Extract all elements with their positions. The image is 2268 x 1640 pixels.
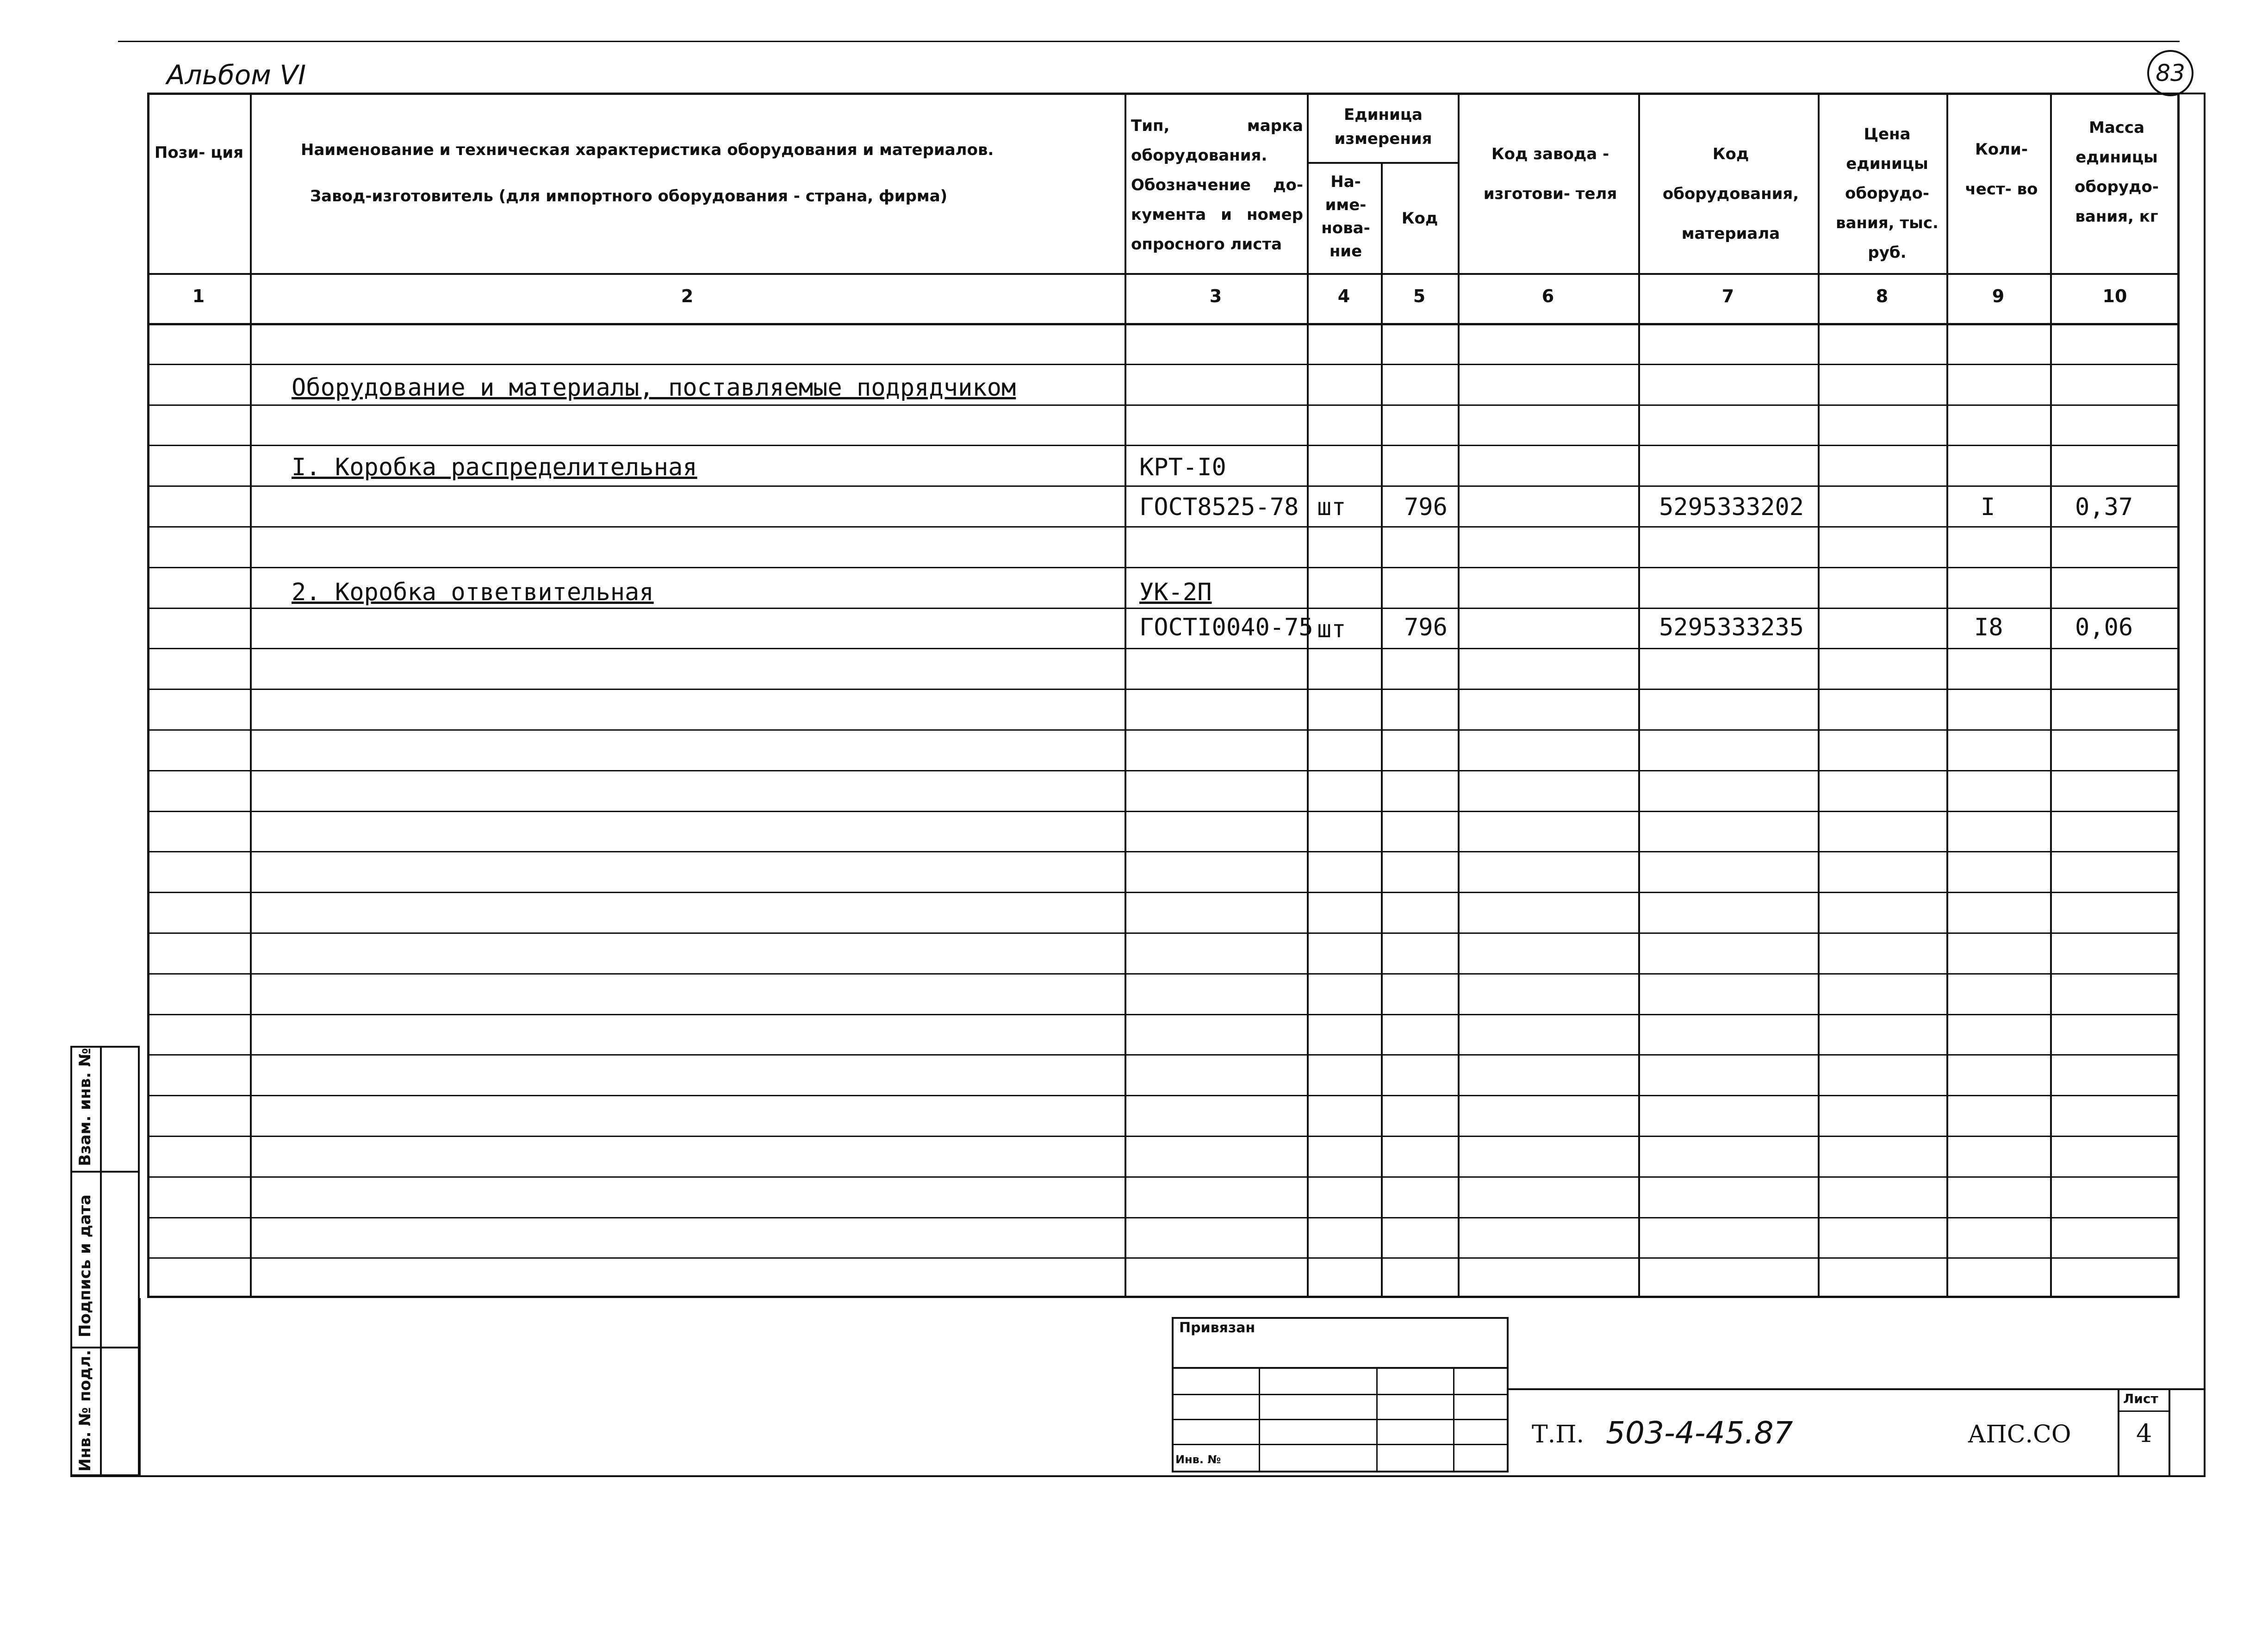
project-code-prefix: Т.П. (1532, 1421, 1584, 1448)
side-stamp-replace-inv: Взам. инв. № (76, 1048, 94, 1166)
header-unit-name: На- име- нова- ние (1321, 173, 1370, 261)
item-1-equipment-code: 5295333202 (1659, 493, 1804, 521)
colnum-6: 6 (1541, 286, 1554, 306)
album-label: Альбом VI (167, 59, 306, 91)
bottom-left-line (139, 1298, 141, 1476)
colnum-7: 7 (1721, 286, 1734, 306)
attached-col-2 (1376, 1367, 1378, 1472)
colnum-4: 4 (1337, 286, 1350, 306)
row-line-3 (147, 445, 2180, 446)
item-1-quantity: I (1981, 493, 1995, 521)
row-line-20 (147, 1136, 2180, 1137)
colnum-8: 8 (1876, 286, 1889, 306)
side-stamp-line-1 (70, 1171, 140, 1173)
colnum-3: 3 (1209, 286, 1222, 306)
header-equipment-code: Код оборудования, материала (1662, 145, 1799, 243)
top-edge-line (118, 41, 2180, 42)
colnum-10: 10 (2102, 286, 2127, 306)
row-line-12 (147, 811, 2180, 812)
header-type: Тип, марка оборудования. Обозначение до- кумента и номер опросного листа (1131, 117, 1303, 254)
bottom-edge-line (70, 1475, 2206, 1477)
row-line-2 (147, 404, 2180, 406)
attached-inv-no: Инв. № (1175, 1453, 1221, 1466)
item-2-unit: шт (1317, 615, 1346, 643)
unit-group-line (1307, 162, 1458, 164)
header-unit-code: Код (1401, 209, 1438, 228)
sheet-number: 4 (2136, 1419, 2152, 1448)
row-line-7 (147, 608, 2180, 609)
header-top-line (147, 93, 2206, 94)
row-line-11 (147, 770, 2180, 771)
row-line-10 (147, 729, 2180, 731)
header-bottom-line (147, 273, 2180, 275)
header-quantity: Коли- чест- во (1965, 140, 2038, 199)
row-line-4 (147, 485, 2180, 487)
item-2-mass: 0,06 (2075, 614, 2133, 641)
item-2-type: УК-2П (1139, 578, 1212, 606)
row-line-5 (147, 526, 2180, 528)
attached-line-4 (1172, 1444, 1509, 1445)
row-line-8 (147, 648, 2180, 649)
colnum-5: 5 (1413, 286, 1426, 306)
colnum-bottom-line (147, 323, 2180, 325)
row-line-18 (147, 1054, 2180, 1056)
header-name-line2: Завод-изготовитель (для импортного оборудования - страна, фирма) (310, 187, 948, 205)
attached-label: Привязан (1179, 1320, 1255, 1336)
row-line-9 (147, 689, 2180, 690)
sheet-box-mid (2118, 1410, 2169, 1412)
row-line-16 (147, 973, 2180, 975)
item-1-type: КРТ-I0 (1139, 453, 1226, 481)
header-price: Цена единицы оборудо- вания, тыс. руб. (1836, 125, 1939, 262)
title-block-top-line (1509, 1388, 2204, 1390)
header-unit-group: Единица измерения (1334, 106, 1432, 148)
row-line-22 (147, 1217, 2180, 1218)
sheet-code: АПС.СО (1968, 1421, 2071, 1448)
row-line-6 (147, 567, 2180, 568)
attached-line-2 (1172, 1394, 1509, 1395)
item-2-doc: ГОСТI0040-75 (1139, 614, 1313, 641)
page-badge (2147, 50, 2193, 96)
side-stamp-line-2 (70, 1347, 140, 1348)
item-2-name: 2. Коробка ответвительная (292, 578, 654, 606)
row-line-21 (147, 1176, 2180, 1178)
page-badge-number: 83 (2156, 60, 2185, 87)
colnum-1: 1 (192, 286, 205, 306)
attached-col-3 (1453, 1367, 1454, 1472)
sheet-box-right (2169, 1388, 2170, 1475)
side-stamp-divider (100, 1046, 102, 1476)
row-line-15 (147, 932, 2180, 934)
row-line-1 (147, 364, 2180, 365)
section-title: Оборудование и материалы, поставляемые подрядчиком (292, 374, 1016, 402)
header-position: Пози- ция (154, 143, 244, 162)
item-1-unit-code: 796 (1404, 493, 1448, 521)
colnum-9: 9 (1992, 286, 2005, 306)
side-stamp-inv-orig: Инв. № подл. (76, 1349, 94, 1472)
header-factory-code: Код завода - изготови- теля (1483, 145, 1617, 203)
header-name-line1: Наименование и техническая характеристика оборудования и материалов. (301, 141, 994, 159)
right-outer-line (2204, 93, 2206, 1476)
row-line-14 (147, 892, 2180, 893)
sheet-box-left (2118, 1388, 2119, 1475)
attached-line-1 (1172, 1367, 1509, 1369)
item-1-name: I. Коробка распределительная (292, 453, 697, 481)
sheet-label: Лист (2123, 1391, 2158, 1406)
item-2-equipment-code: 5295333235 (1659, 614, 1804, 641)
row-line-23 (147, 1257, 2180, 1259)
item-1-doc: ГОСТ8525-78 (1139, 493, 1299, 521)
item-2-unit-code: 796 (1404, 614, 1448, 641)
header-mass: Масса единицы оборудо- вания, кг (2075, 118, 2159, 226)
side-stamp-sign-date: Подпись и дата (76, 1194, 94, 1337)
item-1-mass: 0,37 (2075, 493, 2133, 521)
item-2-quantity: I8 (1974, 614, 2003, 641)
colnum-2: 2 (681, 286, 694, 306)
attached-line-3 (1172, 1419, 1509, 1420)
attached-col-1 (1259, 1367, 1260, 1472)
item-1-unit: шт (1317, 493, 1346, 521)
row-line-17 (147, 1014, 2180, 1015)
row-line-13 (147, 851, 2180, 852)
row-line-19 (147, 1095, 2180, 1096)
project-code: 503-4-45.87 (1606, 1415, 1793, 1451)
